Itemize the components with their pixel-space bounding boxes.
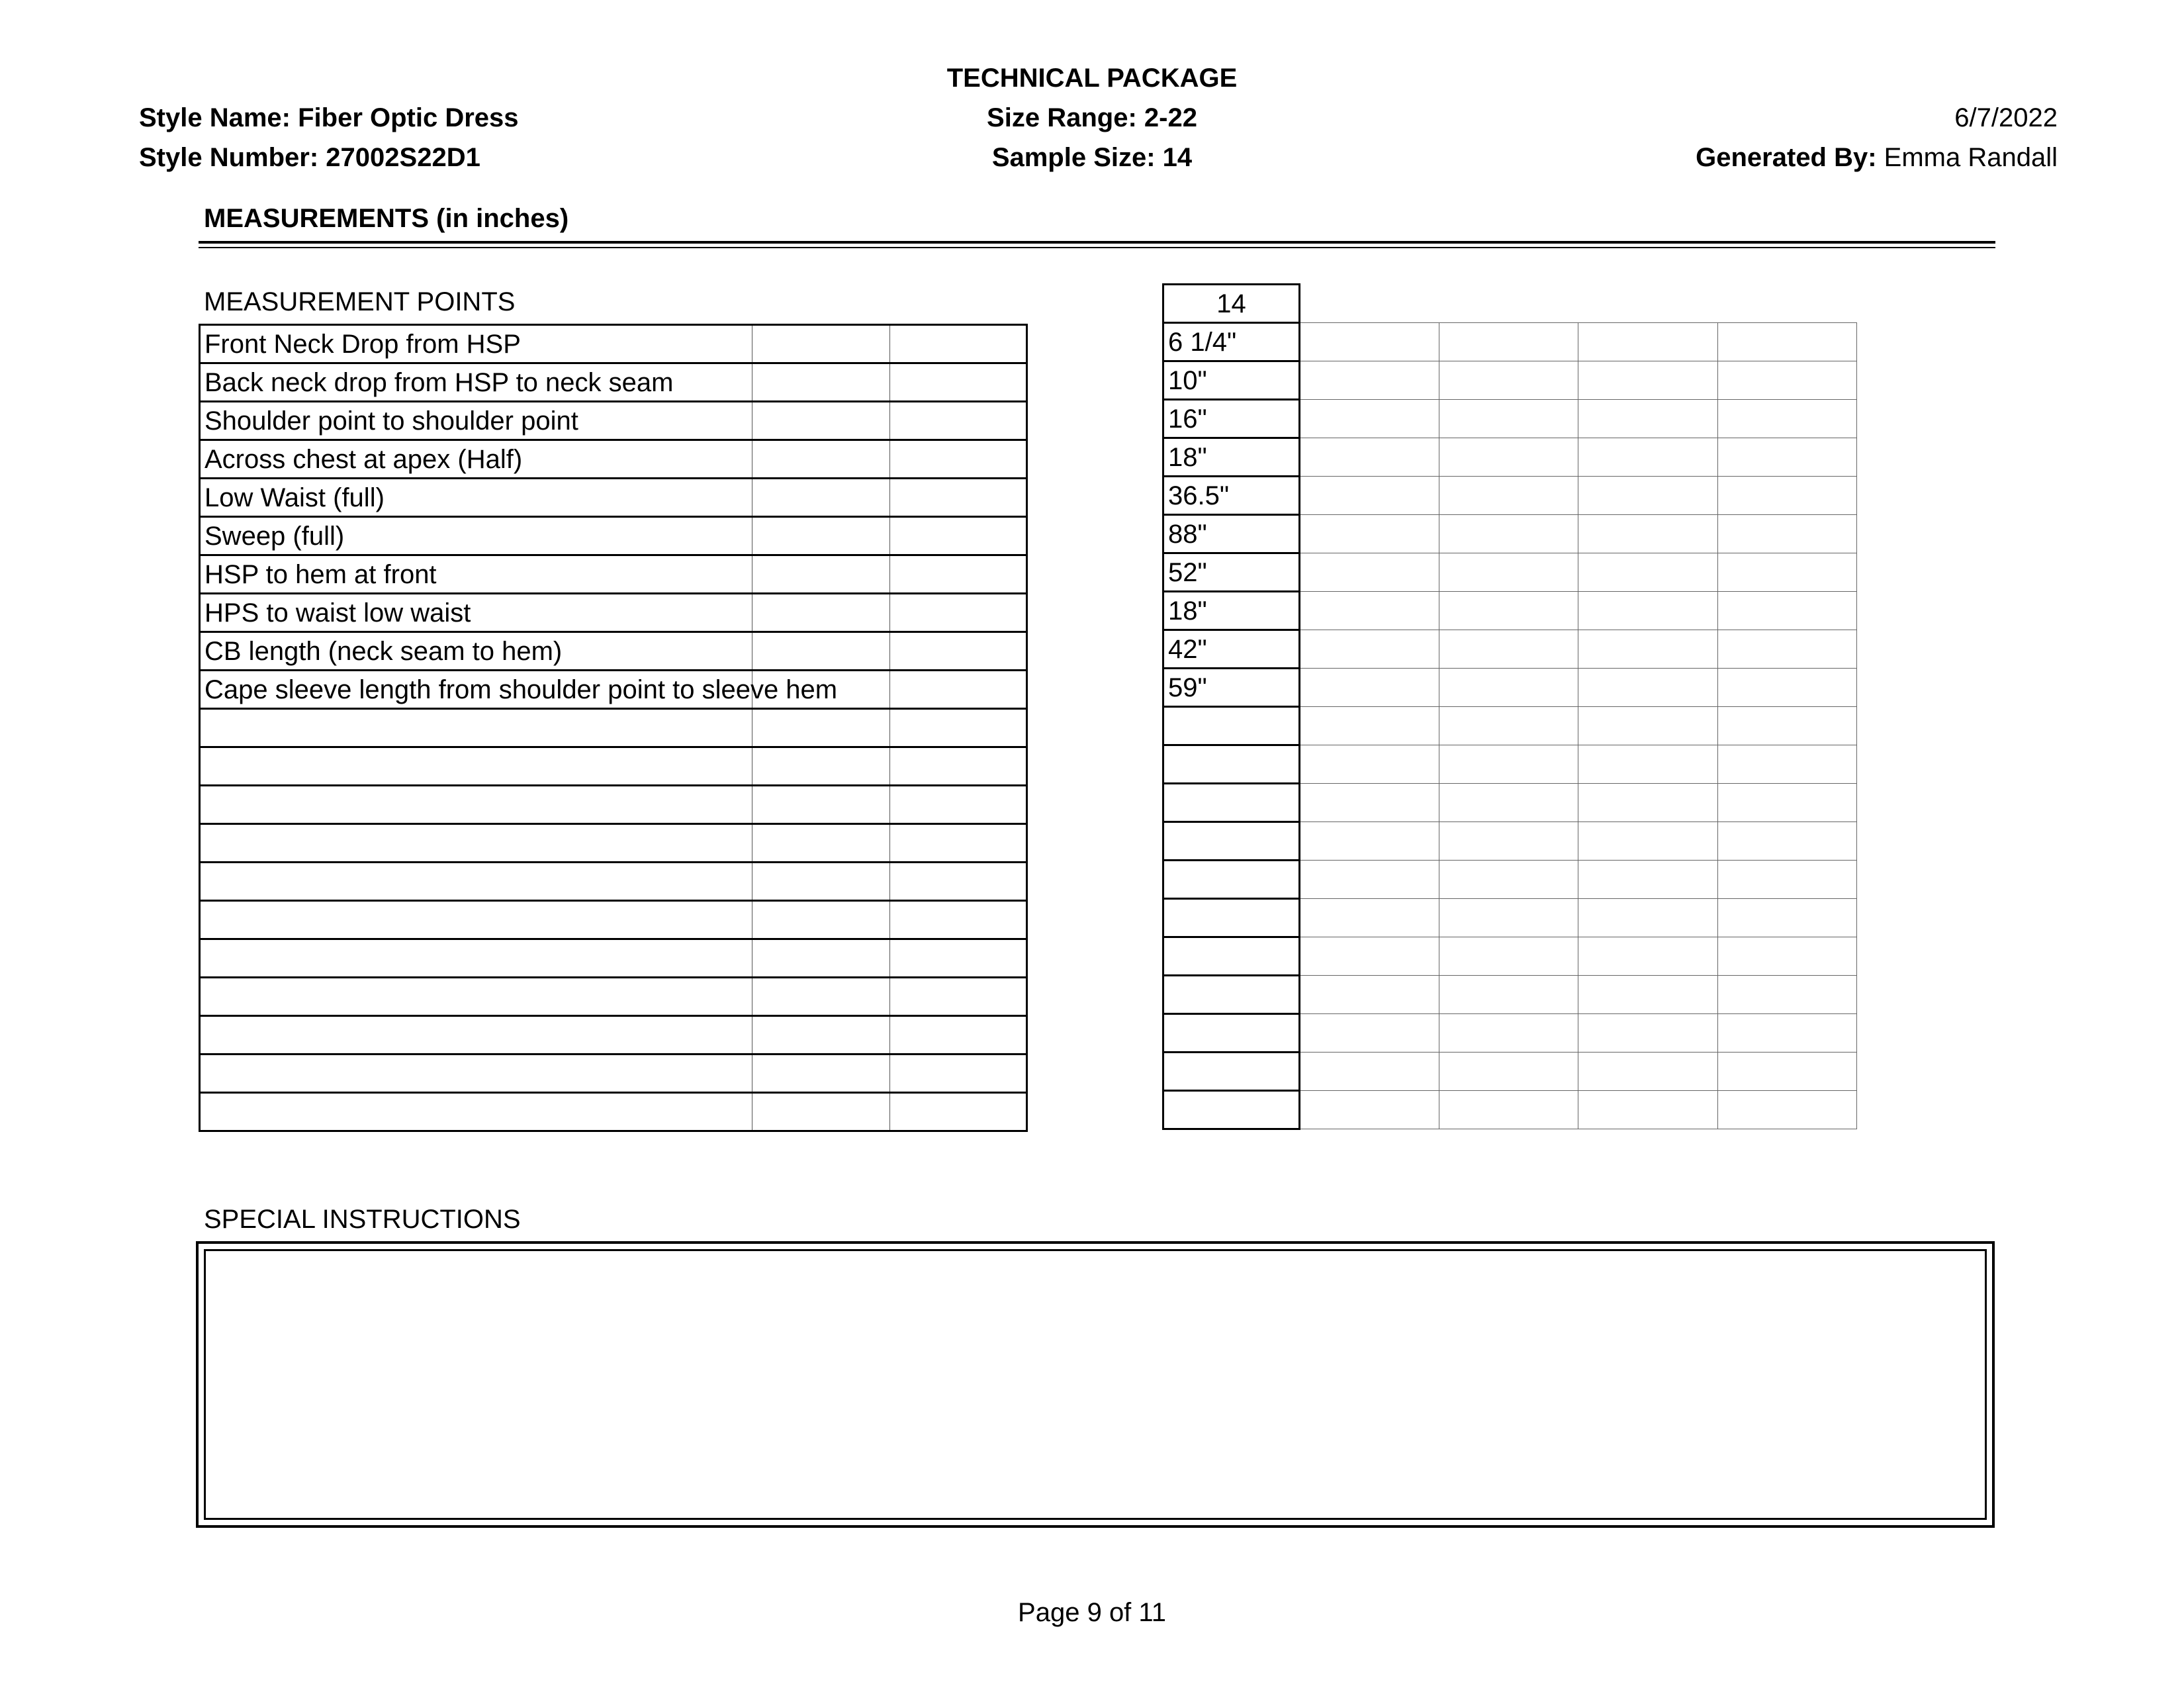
measurement-point-cell[interactable] [200, 1093, 752, 1131]
grade-cell[interactable] [1300, 707, 1439, 745]
measurement-point-cell[interactable] [200, 863, 752, 901]
measurement-row [200, 901, 1027, 939]
grade-cell[interactable] [1300, 899, 1439, 937]
measurement-extra-cell[interactable] [752, 363, 890, 402]
measurement-row [200, 1093, 1027, 1131]
size-value-cell[interactable]: 88" [1163, 515, 1300, 553]
measurement-extra-cell[interactable] [890, 786, 1027, 824]
measurement-extra-cell[interactable] [752, 786, 890, 824]
measurement-point-cell[interactable] [200, 1016, 752, 1055]
grade-cell[interactable] [1717, 553, 1857, 592]
measurement-extra-cell[interactable] [890, 363, 1027, 402]
measurement-extra-cell[interactable] [890, 978, 1027, 1016]
grade-cell[interactable] [1578, 361, 1718, 400]
measurement-extra-cell[interactable] [752, 402, 890, 440]
size-value-cell[interactable] [1163, 976, 1300, 1014]
grade-cell[interactable] [1439, 822, 1578, 861]
grade-cell[interactable] [1717, 1053, 1857, 1091]
grade-cell[interactable] [1439, 861, 1578, 899]
grade-cell[interactable] [1578, 937, 1718, 976]
measurement-row [200, 747, 1027, 786]
size-row [1163, 1053, 1857, 1091]
grade-cell[interactable] [1717, 438, 1857, 477]
grade-cell[interactable] [1300, 745, 1439, 784]
grade-cell[interactable] [1300, 937, 1439, 976]
grade-cell[interactable] [1300, 861, 1439, 899]
measurement-row [200, 709, 1027, 747]
size-row [1163, 822, 1857, 861]
measurement-extra-cell[interactable] [890, 402, 1027, 440]
measurement-row [200, 863, 1027, 901]
size-value-cell[interactable] [1163, 822, 1300, 861]
size-row [1163, 361, 1857, 400]
size-value-cell[interactable] [1163, 861, 1300, 899]
special-instructions-content[interactable] [204, 1249, 1987, 1520]
grade-cell[interactable] [1717, 822, 1857, 861]
measurement-point-cell[interactable]: CB length (neck seam to hem) [200, 632, 752, 671]
grade-cell[interactable] [1439, 323, 1578, 361]
measurement-extra-cell[interactable] [752, 1016, 890, 1055]
measurement-extra-cell[interactable] [752, 440, 890, 479]
grade-cell[interactable] [1578, 438, 1718, 477]
measurement-extra-cell[interactable] [752, 709, 890, 747]
size-row [1163, 515, 1857, 553]
special-instructions-box[interactable] [196, 1241, 1995, 1528]
measurement-extra-cell[interactable] [752, 1055, 890, 1093]
measurement-point-cell[interactable]: HSP to hem at front [200, 555, 752, 594]
measurement-extra-cell[interactable] [752, 517, 890, 555]
measurement-extra-cell[interactable] [752, 632, 890, 671]
measurement-extra-cell[interactable] [752, 824, 890, 863]
grade-cell[interactable] [1439, 1091, 1578, 1129]
measurement-row [200, 786, 1027, 824]
special-instructions-header: SPECIAL INSTRUCTIONS [204, 1205, 521, 1234]
size-spec-table [1162, 283, 1857, 1130]
measurement-extra-cell[interactable] [752, 1093, 890, 1131]
measurement-extra-cell[interactable] [752, 594, 890, 632]
size-value-cell[interactable] [1163, 1014, 1300, 1053]
grade-cell[interactable] [1578, 822, 1718, 861]
measurement-point-cell[interactable]: Cape sleeve length from shoulder point to sleeve hem [200, 671, 752, 709]
grade-cell[interactable] [1578, 669, 1718, 707]
grade-cell[interactable] [1578, 861, 1718, 899]
sample-size: Sample Size: 14 [991, 143, 1193, 172]
measurement-extra-cell[interactable] [890, 517, 1027, 555]
measurement-point-cell[interactable] [200, 709, 752, 747]
grade-cell[interactable] [1439, 1053, 1578, 1091]
measurement-points-header: MEASUREMENT POINTS [204, 287, 516, 316]
grade-cell[interactable] [1578, 745, 1718, 784]
measurement-extra-cell[interactable] [752, 978, 890, 1016]
measurement-row [200, 824, 1027, 863]
measurement-extra-cell[interactable] [752, 901, 890, 939]
grade-cell[interactable] [1300, 1014, 1439, 1053]
size-value-cell[interactable]: 42" [1163, 630, 1300, 669]
grade-cell[interactable] [1439, 592, 1578, 630]
size-value-cell[interactable] [1163, 937, 1300, 976]
grade-cell[interactable] [1717, 669, 1857, 707]
grade-cell[interactable] [1439, 707, 1578, 745]
grade-cell[interactable] [1578, 630, 1718, 669]
measurement-extra-cell[interactable] [890, 863, 1027, 901]
size-row [1163, 707, 1857, 745]
measurement-point-cell[interactable] [200, 901, 752, 939]
grade-cell[interactable] [1717, 1091, 1857, 1129]
measurement-extra-cell[interactable] [890, 747, 1027, 786]
grade-cell[interactable] [1439, 669, 1578, 707]
grade-cell[interactable] [1300, 976, 1439, 1014]
grade-cell[interactable] [1439, 515, 1578, 553]
grade-cell[interactable] [1717, 323, 1857, 361]
grade-cell[interactable] [1578, 707, 1718, 745]
size-value-cell[interactable] [1163, 784, 1300, 822]
grade-cell[interactable] [1717, 592, 1857, 630]
grade-cell[interactable] [1578, 1053, 1718, 1091]
grade-cell[interactable] [1300, 553, 1439, 592]
grade-cell[interactable] [1717, 1014, 1857, 1053]
size-row [1163, 937, 1857, 976]
measurement-row [200, 1055, 1027, 1093]
measurement-extra-cell[interactable] [890, 939, 1027, 978]
measurement-extra-cell[interactable] [752, 863, 890, 901]
measurement-extra-cell[interactable] [890, 824, 1027, 863]
grade-cell[interactable] [1300, 400, 1439, 438]
grade-cell[interactable] [1578, 976, 1718, 1014]
size-row [1163, 861, 1857, 899]
measurement-extra-cell[interactable] [890, 671, 1027, 709]
size-value-cell[interactable] [1163, 1053, 1300, 1091]
grade-cell[interactable] [1717, 976, 1857, 1014]
measurement-row [200, 978, 1027, 1016]
measurement-point-cell[interactable]: Shoulder point to shoulder point [200, 402, 752, 440]
grade-cell[interactable] [1300, 669, 1439, 707]
size-row [1163, 784, 1857, 822]
measurement-point-cell[interactable]: Front Neck Drop from HSP [200, 325, 752, 363]
grade-cell[interactable] [1439, 937, 1578, 976]
size-value-cell[interactable]: 18" [1163, 438, 1300, 477]
style-name: Style Name: Fiber Optic Dress [139, 103, 519, 132]
measurement-point-cell[interactable] [200, 1055, 752, 1093]
measurement-row [200, 517, 1027, 555]
measurement-point-cell[interactable]: Across chest at apex (Half) [200, 440, 752, 479]
measurement-row [200, 363, 1027, 402]
measurement-extra-cell[interactable] [890, 555, 1027, 594]
grade-cell[interactable] [1439, 630, 1578, 669]
measurement-extra-cell[interactable] [752, 939, 890, 978]
size-row [1163, 669, 1857, 707]
grade-cell[interactable] [1717, 937, 1857, 976]
grade-cell[interactable] [1717, 400, 1857, 438]
measurement-row [200, 479, 1027, 517]
size-value-cell[interactable]: 18" [1163, 592, 1300, 630]
generated-by-value: Emma Randall [1876, 143, 2058, 172]
measurement-row [200, 939, 1027, 978]
grade-cell[interactable] [1578, 899, 1718, 937]
grade-cell[interactable] [1300, 822, 1439, 861]
measurement-extra-cell[interactable] [890, 709, 1027, 747]
size-value-cell[interactable]: 6 1/4" [1163, 323, 1300, 361]
measurement-row [200, 594, 1027, 632]
section-divider [199, 241, 1995, 244]
grade-cell[interactable] [1717, 745, 1857, 784]
grade-cell[interactable] [1578, 400, 1718, 438]
grade-cell[interactable] [1300, 515, 1439, 553]
size-value-cell[interactable] [1163, 1091, 1300, 1129]
size-row [1163, 438, 1857, 477]
measurement-row [200, 555, 1027, 594]
grade-cell[interactable] [1300, 592, 1439, 630]
size-value-cell[interactable]: 59" [1163, 669, 1300, 707]
size-value-cell[interactable]: 52" [1163, 553, 1300, 592]
size-header-row [1163, 285, 1857, 323]
document-date: 6/7/2022 [1954, 103, 2058, 132]
measurement-row [200, 402, 1027, 440]
grade-cell[interactable] [1717, 899, 1857, 937]
grade-cell[interactable] [1717, 784, 1857, 822]
grade-cell[interactable] [1578, 323, 1718, 361]
size-row [1163, 553, 1857, 592]
size-row [1163, 976, 1857, 1014]
generated-by-label: Generated By: [1696, 143, 1877, 172]
grade-cell[interactable] [1300, 477, 1439, 515]
measurement-row [200, 671, 1027, 709]
style-number: Style Number: 27002S22D1 [139, 143, 480, 172]
grade-cell[interactable] [1717, 515, 1857, 553]
grade-cell[interactable] [1300, 784, 1439, 822]
grade-cell[interactable] [1717, 861, 1857, 899]
grade-cell[interactable] [1439, 361, 1578, 400]
size-value-cell[interactable] [1163, 899, 1300, 937]
measurement-extra-cell[interactable] [752, 747, 890, 786]
grade-cell[interactable] [1439, 1014, 1578, 1053]
grade-cell[interactable] [1439, 745, 1578, 784]
measurement-point-cell[interactable] [200, 978, 752, 1016]
measurement-extra-cell[interactable] [890, 440, 1027, 479]
measurement-points-table [199, 324, 1028, 1132]
grade-cell[interactable] [1439, 477, 1578, 515]
measurement-extra-cell[interactable] [752, 555, 890, 594]
grade-cell[interactable] [1439, 976, 1578, 1014]
grade-cell[interactable] [1439, 553, 1578, 592]
size-row [1163, 400, 1857, 438]
section-divider-secondary [199, 247, 1995, 248]
grade-cell[interactable] [1300, 1091, 1439, 1129]
grade-cell[interactable] [1578, 515, 1718, 553]
measurement-point-cell[interactable] [200, 786, 752, 824]
measurement-point-cell[interactable]: Low Waist (full) [200, 479, 752, 517]
grade-cell[interactable] [1578, 1091, 1718, 1129]
grade-cell[interactable] [1300, 323, 1439, 361]
grade-cell[interactable] [1439, 438, 1578, 477]
size-row [1163, 899, 1857, 937]
size-value-cell[interactable]: 36.5" [1163, 477, 1300, 515]
measurement-row [200, 632, 1027, 671]
measurement-extra-cell[interactable] [752, 325, 890, 363]
size-range: Size Range: 2-22 [987, 103, 1197, 132]
grade-cell[interactable] [1578, 553, 1718, 592]
measurement-extra-cell[interactable] [890, 632, 1027, 671]
measurement-extra-cell[interactable] [752, 479, 890, 517]
size-row [1163, 745, 1857, 784]
measurement-point-cell[interactable] [200, 824, 752, 863]
grade-cell[interactable] [1300, 438, 1439, 477]
grade-cell[interactable] [1717, 477, 1857, 515]
size-value-cell[interactable] [1163, 707, 1300, 745]
measurement-row [200, 440, 1027, 479]
size-value-cell[interactable]: 10" [1163, 361, 1300, 400]
measurement-extra-cell[interactable] [890, 325, 1027, 363]
size-value-cell[interactable] [1163, 745, 1300, 784]
grade-cell[interactable] [1300, 1053, 1439, 1091]
measurement-point-cell[interactable] [200, 747, 752, 786]
grade-cell[interactable] [1717, 707, 1857, 745]
size-row [1163, 1014, 1857, 1053]
size-row [1163, 323, 1857, 361]
size-row [1163, 630, 1857, 669]
grade-cell[interactable] [1578, 784, 1718, 822]
measurement-extra-cell[interactable] [890, 1055, 1027, 1093]
grade-cell[interactable] [1439, 400, 1578, 438]
grade-cell[interactable] [1439, 784, 1578, 822]
grade-cell[interactable] [1439, 899, 1578, 937]
size-row [1163, 592, 1857, 630]
measurement-extra-cell[interactable] [890, 901, 1027, 939]
measurement-extra-cell[interactable] [890, 1093, 1027, 1131]
size-row [1163, 477, 1857, 515]
size-header-cell[interactable]: 14 [1163, 285, 1300, 323]
grade-cell[interactable] [1578, 477, 1718, 515]
measurement-extra-cell[interactable] [890, 594, 1027, 632]
grade-cell[interactable] [1578, 592, 1718, 630]
grade-cell[interactable] [1300, 361, 1439, 400]
measurement-extra-cell[interactable] [890, 479, 1027, 517]
size-value-cell[interactable]: 16" [1163, 400, 1300, 438]
measurement-row [200, 1016, 1027, 1055]
measurement-point-cell[interactable]: Back neck drop from HSP to neck seam [200, 363, 752, 402]
grade-cell[interactable] [1578, 1014, 1718, 1053]
size-row [1163, 1091, 1857, 1129]
measurement-extra-cell[interactable] [890, 1016, 1027, 1055]
measurements-section-title: MEASUREMENTS (in inches) [204, 204, 569, 233]
page-number: Page 9 of 11 [1018, 1598, 1166, 1627]
measurement-point-cell[interactable]: HPS to waist low waist [200, 594, 752, 632]
measurement-point-cell[interactable] [200, 939, 752, 978]
generated-by [1696, 140, 2058, 175]
grade-cell[interactable] [1300, 630, 1439, 669]
measurement-row [200, 325, 1027, 363]
document-title: TECHNICAL PACKAGE [946, 64, 1238, 93]
measurement-point-cell[interactable]: Sweep (full) [200, 517, 752, 555]
grade-cell[interactable] [1717, 630, 1857, 669]
grade-cell[interactable] [1717, 361, 1857, 400]
